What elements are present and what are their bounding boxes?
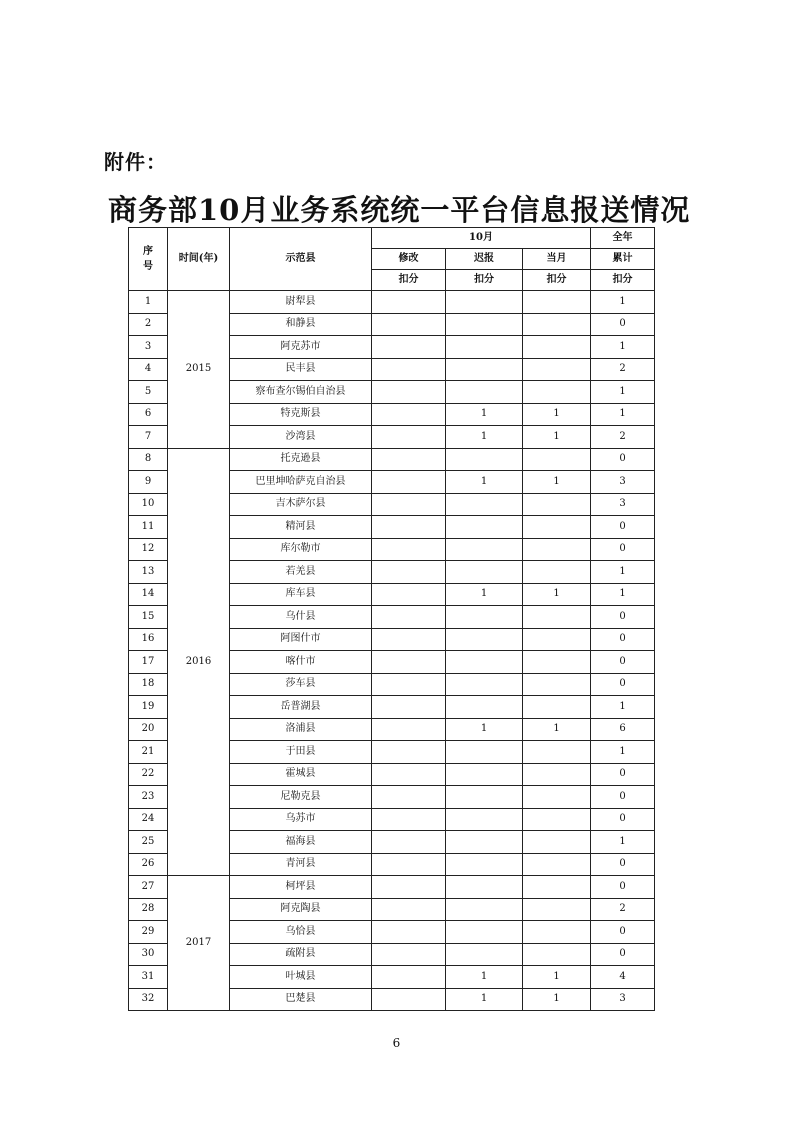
late-header: 迟报 xyxy=(446,249,523,270)
late-deduct-cell xyxy=(446,313,523,336)
current-deduct-cell: 1 xyxy=(523,718,591,741)
year-total-cell: 0 xyxy=(591,876,655,899)
county-cell: 柯坪县 xyxy=(230,876,372,899)
page-number: 6 xyxy=(392,1036,401,1050)
revise-deduct-cell xyxy=(372,628,446,651)
row-number: 18 xyxy=(129,673,168,696)
current-deduct-cell xyxy=(523,786,591,809)
year-total-cell: 2 xyxy=(591,426,655,449)
county-cell: 若羌县 xyxy=(230,561,372,584)
row-number: 22 xyxy=(129,763,168,786)
current-deduct-cell xyxy=(523,493,591,516)
year-total-cell: 1 xyxy=(591,336,655,359)
current-deduct-cell xyxy=(523,876,591,899)
revise-deduct-cell xyxy=(372,291,446,314)
table-row xyxy=(129,291,655,314)
row-number: 32 xyxy=(129,988,168,1011)
current-deduct-cell xyxy=(523,516,591,539)
late-deduct-cell xyxy=(446,606,523,629)
revise-deduct-cell xyxy=(372,516,446,539)
row-number: 3 xyxy=(129,336,168,359)
late-deduct-cell xyxy=(446,876,523,899)
year-cell: 2015 xyxy=(168,291,230,449)
revise-deduct-cell xyxy=(372,943,446,966)
county-cell: 吉木萨尔县 xyxy=(230,493,372,516)
year-total-cell: 1 xyxy=(591,291,655,314)
row-number: 5 xyxy=(129,381,168,404)
late-deduct-cell: 1 xyxy=(446,718,523,741)
current-deduct-cell xyxy=(523,831,591,854)
late-deduct-cell xyxy=(446,448,523,471)
late-deduct-cell xyxy=(446,561,523,584)
county-cell: 福海县 xyxy=(230,831,372,854)
current-deduct-cell xyxy=(523,336,591,359)
county-cell: 乌苏市 xyxy=(230,808,372,831)
late-deduct-cell: 1 xyxy=(446,583,523,606)
row-number: 24 xyxy=(129,808,168,831)
row-number: 11 xyxy=(129,516,168,539)
county-cell: 霍城县 xyxy=(230,763,372,786)
year-total-cell: 0 xyxy=(591,673,655,696)
late-deduct-cell xyxy=(446,853,523,876)
current-deduct-cell xyxy=(523,381,591,404)
revise-deduct-cell xyxy=(372,696,446,719)
county-cell: 叶城县 xyxy=(230,966,372,989)
late-deduct-cell xyxy=(446,741,523,764)
year-total-cell: 1 xyxy=(591,696,655,719)
late-deduct-cell xyxy=(446,831,523,854)
year-header-line2: 累计 xyxy=(591,249,655,270)
late-deduct-cell xyxy=(446,358,523,381)
year-cell: 2016 xyxy=(168,448,230,876)
revise-deduct-cell xyxy=(372,763,446,786)
current-deduct-header: 扣分 xyxy=(523,270,591,291)
year-total-cell: 0 xyxy=(591,606,655,629)
revise-deduct-cell xyxy=(372,808,446,831)
year-total-cell: 0 xyxy=(591,853,655,876)
year-total-cell: 3 xyxy=(591,493,655,516)
county-cell: 尉犁县 xyxy=(230,291,372,314)
table-body xyxy=(129,291,655,1011)
current-header: 当月 xyxy=(523,249,591,270)
table-row xyxy=(129,876,655,899)
current-deduct-cell xyxy=(523,898,591,921)
county-cell: 乌什县 xyxy=(230,606,372,629)
row-number: 13 xyxy=(129,561,168,584)
current-deduct-cell xyxy=(523,628,591,651)
revise-deduct-cell xyxy=(372,988,446,1011)
attachment-label: 附件： xyxy=(104,150,167,174)
year-total-cell: 0 xyxy=(591,448,655,471)
report-table xyxy=(128,227,655,1011)
current-deduct-cell xyxy=(523,853,591,876)
late-deduct-cell xyxy=(446,291,523,314)
current-deduct-cell: 1 xyxy=(523,426,591,449)
revise-deduct-cell xyxy=(372,426,446,449)
county-cell: 阿克苏市 xyxy=(230,336,372,359)
year-total-cell: 6 xyxy=(591,718,655,741)
year-total-cell: 0 xyxy=(591,808,655,831)
county-cell: 库车县 xyxy=(230,583,372,606)
revise-deduct-cell xyxy=(372,718,446,741)
row-number: 23 xyxy=(129,786,168,809)
year-total-cell: 3 xyxy=(591,471,655,494)
year-total-cell: 1 xyxy=(591,741,655,764)
row-number: 17 xyxy=(129,651,168,674)
row-number: 28 xyxy=(129,898,168,921)
late-deduct-cell: 1 xyxy=(446,471,523,494)
current-deduct-cell xyxy=(523,313,591,336)
current-deduct-cell xyxy=(523,538,591,561)
revise-deduct-cell xyxy=(372,651,446,674)
revise-deduct-cell xyxy=(372,538,446,561)
year-cell: 2017 xyxy=(168,876,230,1011)
late-deduct-header: 扣分 xyxy=(446,270,523,291)
county-cell: 民丰县 xyxy=(230,358,372,381)
current-deduct-cell: 1 xyxy=(523,966,591,989)
year-total-cell: 0 xyxy=(591,921,655,944)
county-header: 示范县 xyxy=(230,228,372,291)
revise-deduct-cell xyxy=(372,673,446,696)
revise-deduct-cell xyxy=(372,741,446,764)
county-cell: 莎车县 xyxy=(230,673,372,696)
row-number: 16 xyxy=(129,628,168,651)
header-row-1 xyxy=(129,228,655,249)
row-number: 6 xyxy=(129,403,168,426)
revise-deduct-cell xyxy=(372,876,446,899)
row-number: 26 xyxy=(129,853,168,876)
year-total-cell: 3 xyxy=(591,988,655,1011)
late-deduct-cell xyxy=(446,696,523,719)
late-deduct-cell xyxy=(446,808,523,831)
revise-deduct-cell xyxy=(372,606,446,629)
row-number: 1 xyxy=(129,291,168,314)
row-number: 21 xyxy=(129,741,168,764)
document-title: 商务部10月业务系统统一平台信息报送情况 xyxy=(108,193,691,227)
time-header: 时间(年) xyxy=(168,228,230,291)
current-deduct-cell xyxy=(523,561,591,584)
current-deduct-cell xyxy=(523,606,591,629)
year-total-cell: 1 xyxy=(591,403,655,426)
year-total-cell: 1 xyxy=(591,831,655,854)
late-deduct-cell: 1 xyxy=(446,988,523,1011)
late-deduct-cell xyxy=(446,493,523,516)
county-cell: 和静县 xyxy=(230,313,372,336)
revise-deduct-cell xyxy=(372,898,446,921)
county-cell: 库尔勒市 xyxy=(230,538,372,561)
revise-deduct-cell xyxy=(372,471,446,494)
month-group-header: 10月 xyxy=(372,228,591,249)
row-number: 9 xyxy=(129,471,168,494)
late-deduct-cell: 1 xyxy=(446,426,523,449)
county-cell: 尼勒克县 xyxy=(230,786,372,809)
county-cell: 疏附县 xyxy=(230,943,372,966)
late-deduct-cell xyxy=(446,336,523,359)
current-deduct-cell xyxy=(523,673,591,696)
county-cell: 于田县 xyxy=(230,741,372,764)
county-cell: 喀什市 xyxy=(230,651,372,674)
year-total-cell: 0 xyxy=(591,763,655,786)
revise-deduct-cell xyxy=(372,381,446,404)
row-number: 29 xyxy=(129,921,168,944)
row-number: 14 xyxy=(129,583,168,606)
revise-deduct-cell xyxy=(372,493,446,516)
revise-deduct-header: 扣分 xyxy=(372,270,446,291)
revise-deduct-cell xyxy=(372,921,446,944)
late-deduct-cell xyxy=(446,786,523,809)
county-cell: 托克逊县 xyxy=(230,448,372,471)
year-total-cell: 0 xyxy=(591,943,655,966)
late-deduct-cell xyxy=(446,763,523,786)
row-number: 31 xyxy=(129,966,168,989)
late-deduct-cell xyxy=(446,921,523,944)
current-deduct-cell xyxy=(523,358,591,381)
late-deduct-cell: 1 xyxy=(446,966,523,989)
county-cell: 巴里坤哈萨克自治县 xyxy=(230,471,372,494)
late-deduct-cell: 1 xyxy=(446,403,523,426)
row-number: 20 xyxy=(129,718,168,741)
row-number: 8 xyxy=(129,448,168,471)
revise-deduct-cell xyxy=(372,786,446,809)
revise-deduct-cell xyxy=(372,336,446,359)
row-number: 12 xyxy=(129,538,168,561)
revise-deduct-cell xyxy=(372,403,446,426)
late-deduct-cell xyxy=(446,898,523,921)
row-number: 2 xyxy=(129,313,168,336)
year-total-cell: 0 xyxy=(591,313,655,336)
current-deduct-cell xyxy=(523,921,591,944)
current-deduct-cell xyxy=(523,448,591,471)
row-number: 7 xyxy=(129,426,168,449)
current-deduct-cell: 1 xyxy=(523,583,591,606)
revise-deduct-cell xyxy=(372,448,446,471)
late-deduct-cell xyxy=(446,538,523,561)
current-deduct-cell xyxy=(523,291,591,314)
revise-deduct-cell xyxy=(372,853,446,876)
current-deduct-cell xyxy=(523,696,591,719)
late-deduct-cell xyxy=(446,516,523,539)
year-deduct-header: 扣分 xyxy=(591,270,655,291)
current-deduct-cell xyxy=(523,763,591,786)
row-number: 25 xyxy=(129,831,168,854)
row-number: 27 xyxy=(129,876,168,899)
late-deduct-cell xyxy=(446,628,523,651)
table-row xyxy=(129,448,655,471)
late-deduct-cell xyxy=(446,943,523,966)
revise-deduct-cell xyxy=(372,583,446,606)
county-cell: 阿克陶县 xyxy=(230,898,372,921)
row-number: 19 xyxy=(129,696,168,719)
year-total-cell: 0 xyxy=(591,651,655,674)
year-total-cell: 0 xyxy=(591,786,655,809)
late-deduct-cell xyxy=(446,651,523,674)
current-deduct-cell xyxy=(523,943,591,966)
year-total-cell: 0 xyxy=(591,628,655,651)
current-deduct-cell: 1 xyxy=(523,471,591,494)
revise-deduct-cell xyxy=(372,966,446,989)
year-total-cell: 2 xyxy=(591,358,655,381)
county-cell: 察布查尔锡伯自治县 xyxy=(230,381,372,404)
late-deduct-cell xyxy=(446,381,523,404)
county-cell: 阿图什市 xyxy=(230,628,372,651)
county-cell: 洛浦县 xyxy=(230,718,372,741)
year-header-line1: 全年 xyxy=(591,228,655,249)
revise-header: 修改 xyxy=(372,249,446,270)
seq-header: 序 号 xyxy=(129,228,168,291)
current-deduct-cell: 1 xyxy=(523,988,591,1011)
year-total-cell: 1 xyxy=(591,381,655,404)
revise-deduct-cell xyxy=(372,561,446,584)
row-number: 10 xyxy=(129,493,168,516)
county-cell: 沙湾县 xyxy=(230,426,372,449)
revise-deduct-cell xyxy=(372,358,446,381)
row-number: 15 xyxy=(129,606,168,629)
current-deduct-cell xyxy=(523,808,591,831)
year-total-cell: 4 xyxy=(591,966,655,989)
county-cell: 乌恰县 xyxy=(230,921,372,944)
year-total-cell: 0 xyxy=(591,516,655,539)
county-cell: 精河县 xyxy=(230,516,372,539)
late-deduct-cell xyxy=(446,673,523,696)
current-deduct-cell: 1 xyxy=(523,403,591,426)
county-cell: 青河县 xyxy=(230,853,372,876)
year-total-cell: 0 xyxy=(591,538,655,561)
county-cell: 巴楚县 xyxy=(230,988,372,1011)
revise-deduct-cell xyxy=(372,831,446,854)
row-number: 4 xyxy=(129,358,168,381)
year-total-cell: 2 xyxy=(591,898,655,921)
year-total-cell: 1 xyxy=(591,561,655,584)
year-total-cell: 1 xyxy=(591,583,655,606)
revise-deduct-cell xyxy=(372,313,446,336)
county-cell: 岳普湖县 xyxy=(230,696,372,719)
current-deduct-cell xyxy=(523,741,591,764)
current-deduct-cell xyxy=(523,651,591,674)
county-cell: 特克斯县 xyxy=(230,403,372,426)
row-number: 30 xyxy=(129,943,168,966)
